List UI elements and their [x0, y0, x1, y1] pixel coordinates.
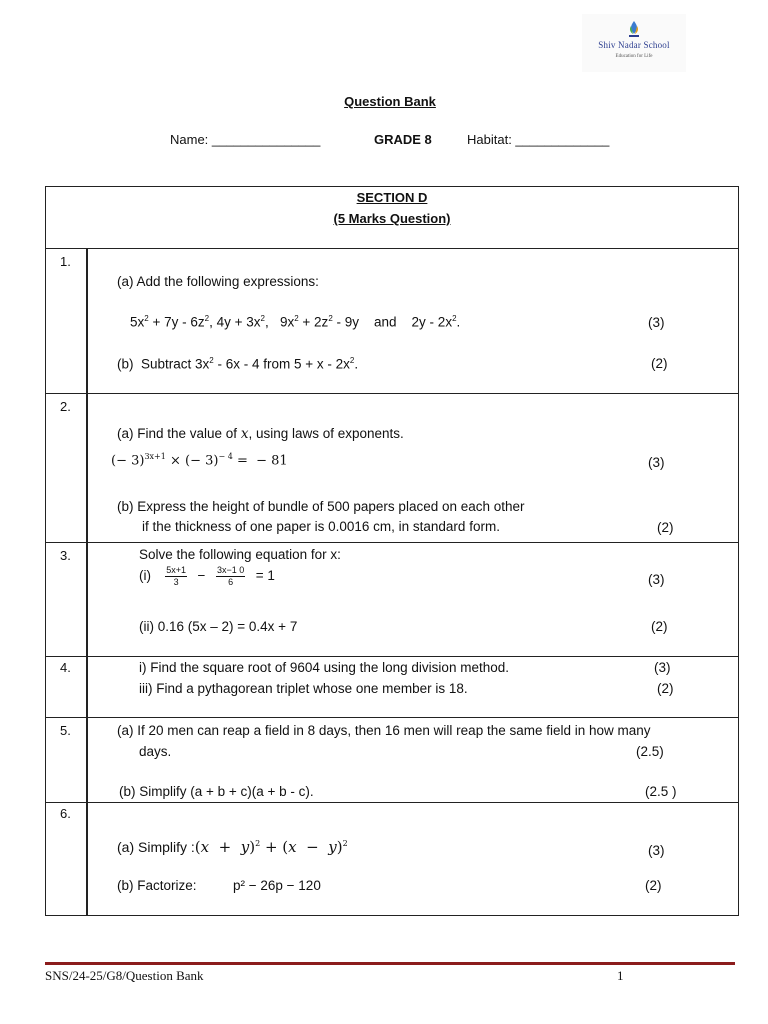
question-number: 6.	[60, 806, 71, 821]
row-divider	[45, 656, 739, 657]
question-number: 2.	[60, 399, 71, 414]
q1b-text: (b) Subtract $3x^2 - 6x - 4$ from $5 + x - 2x^2$.	[117, 356, 359, 372]
q1a-text: (a) Add the following expressions:	[117, 274, 319, 289]
q3ii-text: (ii) 0.16 (5x – 2) = 0.4x + 7	[139, 619, 298, 634]
page-number: 1	[617, 968, 624, 983]
question-number: 3.	[60, 548, 71, 563]
q4iii-marks: (2)	[657, 681, 674, 696]
footer-code: SNS/24-25/G8/Question Bank	[45, 968, 204, 983]
q2b-text-line2: if the thickness of one paper is 0.0016 cm, in standard form.	[142, 519, 500, 534]
section-subheading: (5 Marks Question)	[333, 211, 451, 226]
q2a-text: (a) Find the value of x, using laws of exponents.	[117, 426, 404, 442]
logo-school-name: Shiv Nadar School	[598, 40, 670, 50]
section-heading: SECTION D	[356, 190, 428, 205]
logo-tagline: Education for Life	[615, 54, 653, 59]
q2b-marks: (2)	[657, 520, 674, 535]
question-number: 5.	[60, 723, 71, 738]
fraction: $\frac{3x-1 0}{6}$	[216, 565, 245, 587]
row-divider	[45, 542, 739, 543]
question-number: 1.	[60, 254, 71, 269]
row-divider	[45, 802, 739, 803]
q6b-marks: (2)	[645, 878, 662, 893]
footer-rule	[45, 962, 735, 965]
school-logo	[582, 14, 686, 72]
name-field-label: Name: _______________	[170, 132, 321, 147]
q4i-marks: (3)	[654, 660, 671, 675]
q6b-expression: p² − 26p − 120	[233, 878, 321, 893]
fraction: $\frac{5x+1}{3}$	[166, 565, 187, 587]
row-divider	[45, 717, 739, 718]
q5a-text-line1: (a) If 20 men can reap a field in 8 days, then 16 men will reap the same field in how many	[117, 723, 651, 738]
q4i-text: i) Find the square root of 9604 using the long division method.	[139, 660, 509, 675]
logo-flame-icon	[626, 20, 642, 38]
q1a-expressions: $5x^2 + 7y - 6z^2$, $4y + 3x^2$, $9x^2 + 2z^2 - 9y$ and $2y - 2x^2$.	[130, 314, 461, 330]
q6a-marks: (3)	[648, 843, 665, 858]
question-number: 4.	[60, 660, 71, 675]
q5a-text-line2: days.	[139, 744, 172, 759]
q3-intro: Solve the following equation for x:	[139, 547, 341, 562]
grade-label: GRADE 8	[374, 132, 432, 147]
q2a-marks: (3)	[648, 455, 665, 470]
q6b-label: (b) Factorize:	[117, 878, 197, 893]
row-divider	[45, 248, 739, 249]
q1b-marks: (2)	[651, 356, 668, 371]
page-title: Question Bank	[344, 94, 436, 109]
q4iii-text: iii) Find a pythagorean triplet whose one member is 18.	[139, 681, 468, 696]
q2b-text-line1: (b) Express the height of bundle of 500 papers placed on each other	[117, 499, 525, 514]
q1a-marks: (3)	[648, 315, 665, 330]
q3ii-marks: (2)	[651, 619, 668, 634]
q5b-marks: (2.5 )	[645, 784, 677, 799]
q5b-text: (b) Simplify (a + b + c)(a + b - c).	[119, 784, 314, 799]
q5a-marks: (2.5)	[636, 744, 664, 759]
habitat-field-label: Habitat: _____________	[467, 132, 610, 147]
row-divider	[45, 393, 739, 394]
q3i-equation: (i) $\frac{5x+1}{3}$ − $\frac{3x-1 0}{6}$ = 1	[139, 565, 275, 587]
q6a-text: (a) Simplify :(x + $y)^2 + (x - y)^2$	[117, 838, 348, 856]
q2a-equation: (− 3)$^{3x+1}$ × (− 3)$^{- 4}$ = − 81	[111, 452, 288, 469]
q3i-marks: (3)	[648, 572, 665, 587]
table-column-divider	[86, 248, 88, 916]
